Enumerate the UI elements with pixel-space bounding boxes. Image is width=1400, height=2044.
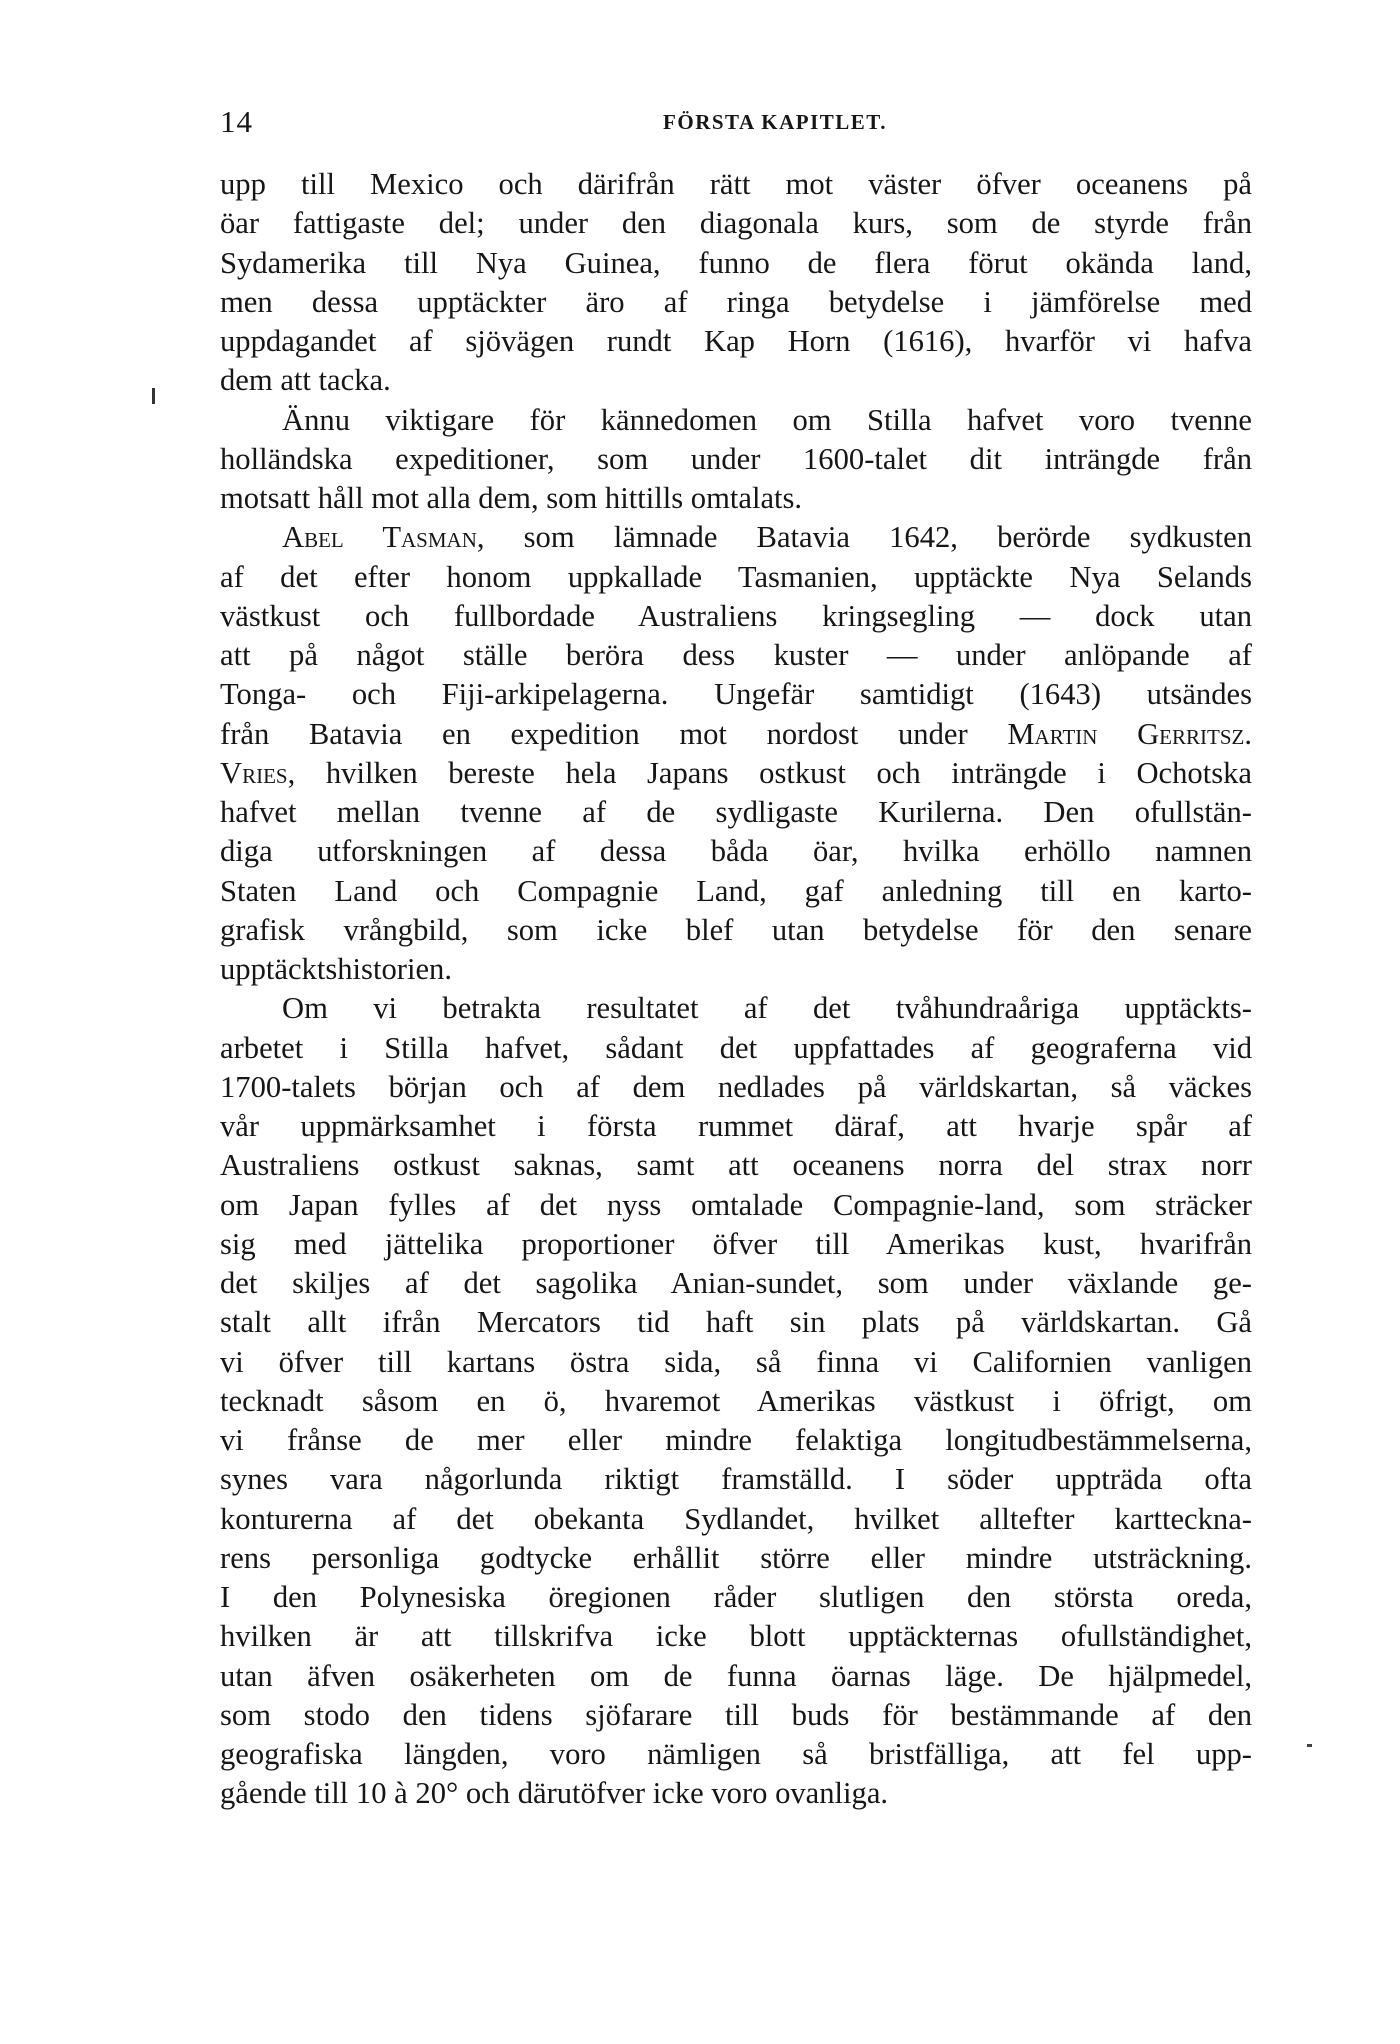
text-line: det skiljes af det sagolika Anian-sundet, som under växlande ge- <box>220 1266 1252 1300</box>
paragraph-start: Ännu viktigare för kännedomen om Stilla hafvet voro tvenne <box>282 402 1252 437</box>
text-line: 1700-talets början och af dem nedlades på världskartan, så väckes <box>220 1069 1252 1104</box>
paragraph-start: Abel Tasman, som lämnade Batavia 1642, berörde sydkusten <box>282 520 1252 555</box>
page-number: 14 <box>220 104 253 139</box>
text-line: rens personliga godtycke erhållit större eller mindre utsträckning. <box>220 1540 1252 1575</box>
text-line: att på något ställe beröra dess kuster — under anlöpande af <box>220 638 1252 672</box>
text-line: från Batavia en expedition mot nordost under Martin Gerritsz. <box>220 716 1252 751</box>
text-line: geografiska längden, voro nämligen så bristfälliga, att fel upp- <box>220 1737 1252 1771</box>
text-line: Australiens ostkust saknas, samt att oceanens norra del strax norr <box>220 1148 1252 1183</box>
text-line: af det efter honom uppkallade Tasmanien, upptäckte Nya Selands <box>220 559 1252 594</box>
text-line: arbetet i Stilla hafvet, sådant det uppfattades af geograferna vid <box>220 1030 1252 1065</box>
text-line: upp till Mexico och därifrån rätt mot väster öfver oceanens på <box>220 167 1252 201</box>
text-line: dem att tacka. <box>220 363 391 398</box>
text-line: diga utforskningen af dessa båda öar, hvilka erhöllo namnen <box>220 834 1252 869</box>
text-line: vi öfver till kartans östra sida, så finna vi Californien vanligen <box>220 1344 1252 1379</box>
text-line: konturerna af det obekanta Sydlandet, hvilket alltefter kartteckna- <box>220 1501 1252 1536</box>
margin-mark <box>152 388 155 404</box>
text-line: sig med jättelika proportioner öfver till Amerikas kust, hvarifrån <box>220 1226 1252 1261</box>
text-line: I den Polynesiska öregionen råder slutligen den största oreda, <box>220 1580 1252 1614</box>
text-line: motsatt håll mot alla dem, som hittills omtalats. <box>220 481 803 515</box>
text-line: Sydamerika till Nya Guinea, funno de flera förut okända land, <box>220 245 1252 280</box>
paragraph-start: Om vi betrakta resultatet af det tvåhundraåriga upptäckts- <box>282 991 1252 1026</box>
body-text <box>220 165 1252 1814</box>
text-line: västkust och fullbordade Australiens kringsegling — dock utan <box>220 598 1252 633</box>
small-caps-name: Abel Tasman <box>282 520 477 555</box>
text-line: utan äfven osäkerheten om de funna öarnas läge. De hjälpmedel, <box>220 1658 1252 1693</box>
text-line: uppdagandet af sjövägen rundt Kap Horn (1616), hvarför vi hafva <box>220 324 1252 358</box>
text-line: upptäcktshistorien. <box>220 952 452 986</box>
text-line: vi frånse de mer eller mindre felaktiga longitudbestämmelserna, <box>220 1423 1252 1457</box>
small-caps-name: Vries <box>220 755 288 790</box>
text-line: hafvet mellan tvenne af de sydligaste Kurilerna. Den ofullstän- <box>220 795 1252 829</box>
text-line: Staten Land och Compagnie Land, gaf anledning till en karto- <box>220 873 1252 908</box>
running-head: FÖRSTA KAPITLET. <box>663 110 887 134</box>
margin-mark <box>1307 1744 1312 1747</box>
text-line: vår uppmärksamhet i första rummet däraf, att hvarje spår af <box>220 1109 1252 1143</box>
text-line: hvilken är att tillskrifva icke blott upptäckternas ofullständighet, <box>220 1619 1252 1654</box>
text-line: stalt allt ifrån Mercators tid haft sin plats på världskartan. Gå <box>220 1305 1252 1340</box>
text-line: öar fattigaste del; under den diagonala kurs, som de styrde från <box>220 206 1252 241</box>
text-line: grafisk vrångbild, som icke blef utan betydelse för den senare <box>220 912 1252 947</box>
text-line: holländska expeditioner, som under 1600-talet dit inträngde från <box>220 441 1252 476</box>
text-line: om Japan fylles af det nyss omtalade Compagnie-land, som sträcker <box>220 1187 1252 1222</box>
text-line: tecknadt såsom en ö, hvaremot Amerikas västkust i öfrigt, om <box>220 1383 1252 1418</box>
text-line: synes vara någorlunda riktigt framställd. I söder uppträda ofta <box>220 1462 1252 1497</box>
text-line: Vries, hvilken bereste hela Japans ostkust och inträngde i Ochotska <box>220 755 1252 790</box>
text-line: gående till 10 à 20° och därutöfver icke voro ovanliga. <box>220 1776 889 1811</box>
text-line: Tonga- och Fiji-arkipelagerna. Ungefär samtidigt (1643) utsändes <box>220 677 1252 712</box>
small-caps-name: Martin Gerritsz. <box>1007 716 1252 751</box>
text-line: som stodo den tidens sjöfarare till buds för bestämmande af den <box>220 1697 1252 1732</box>
text-line: men dessa upptäckter äro af ringa betydelse i jämförelse med <box>220 284 1252 319</box>
